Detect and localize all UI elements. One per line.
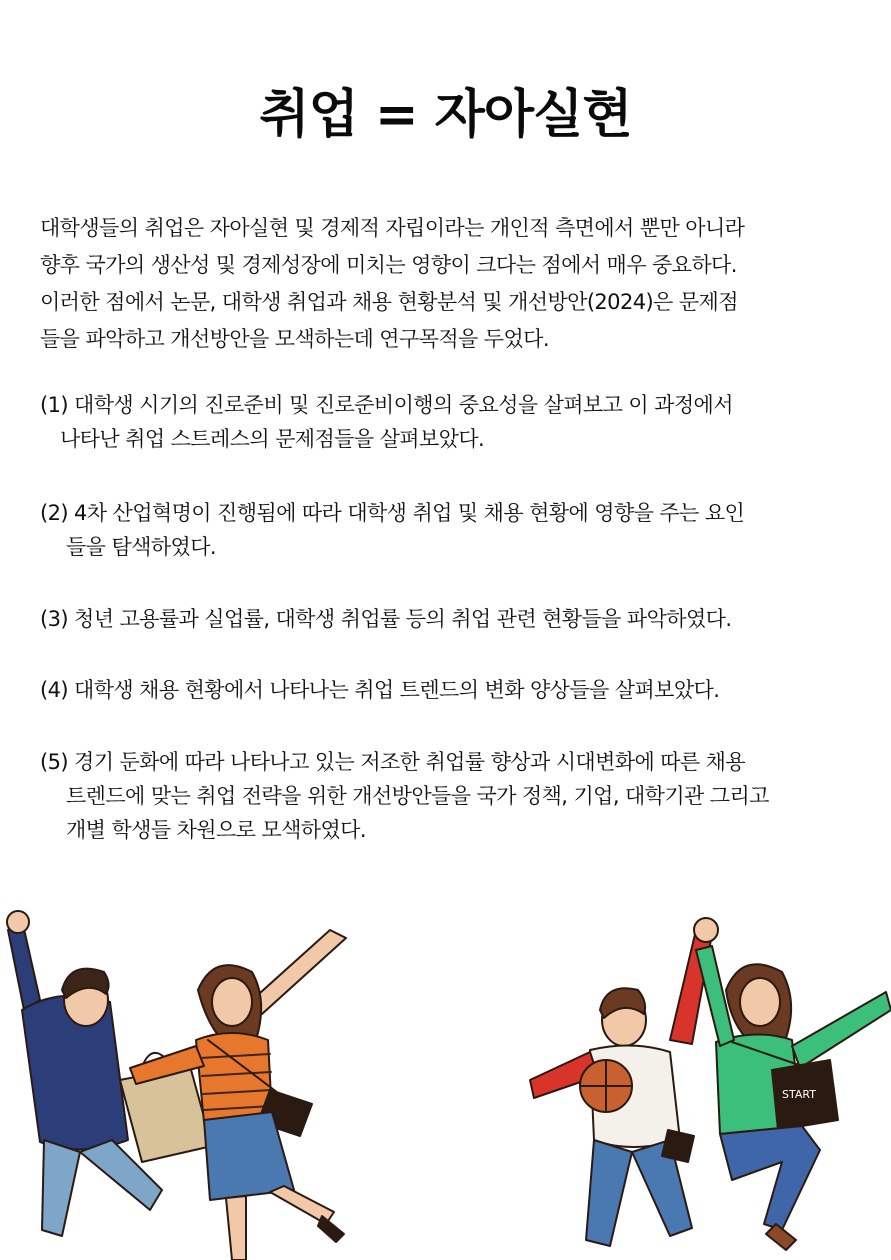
page-title: 취업 = 자아실현 xyxy=(259,85,632,145)
list-item xyxy=(40,602,860,636)
tote-bag-label: START xyxy=(782,1088,816,1101)
intro-line: 향후 국가의 생산성 및 경제성장에 미치는 영향이 크다는 점에서 매우 중요하다. xyxy=(40,253,737,277)
intro-line: 들을 파악하고 개선방안을 모색하는데 연구목적을 두었다. xyxy=(40,327,549,351)
intro-line: 이러한 점에서 논문, 대학생 취업과 채용 현황분석 및 개선방안(2024)은 문제점 xyxy=(40,290,738,314)
list-item-line: (2) 4차 산업혁명이 진행됨에 따라 대학생 취업 및 채용 현황에 영향을 주는 요인 xyxy=(40,501,745,525)
list-item xyxy=(40,673,860,707)
list-item-line: 트렌드에 맞는 취업 전략을 위한 개선방안들을 국가 정책, 기업, 대학기관 그리고 xyxy=(66,784,769,808)
list-item xyxy=(40,388,860,456)
list-item-line: 나타난 취업 스트레스의 문제점들을 살펴보았다. xyxy=(60,427,485,451)
list-item-line: (4) 대학생 채용 현황에서 나타나는 취업 트렌드의 변화 양상들을 살펴보았다. xyxy=(40,678,720,702)
intro-paragraph xyxy=(40,210,860,358)
list-item xyxy=(40,496,860,564)
list-item-line: (5) 경기 둔화에 따라 나타나고 있는 저조한 취업률 향상과 시대변화에 따른 채용 xyxy=(40,750,746,774)
intro-line: 대학생들의 취업은 자아실현 및 경제적 자립이라는 개인적 측면에서 뿐만 아니라 xyxy=(40,216,745,240)
list-item-line: 개별 학생들 차원으로 모색하였다. xyxy=(66,818,366,842)
list-item-line: 들을 탐색하였다. xyxy=(66,535,216,559)
jumping-students-illustration-left xyxy=(0,890,370,1260)
list-item xyxy=(40,745,860,847)
jumping-students-illustration-right xyxy=(520,890,891,1260)
list-item-line: (1) 대학생 시기의 진로준비 및 진로준비이행의 중요성을 살펴보고 이 과정에서 xyxy=(40,393,733,417)
list-item-line: (3) 청년 고용률과 실업률, 대학생 취업률 등의 취업 관련 현황들을 파악하였다. xyxy=(40,607,732,631)
